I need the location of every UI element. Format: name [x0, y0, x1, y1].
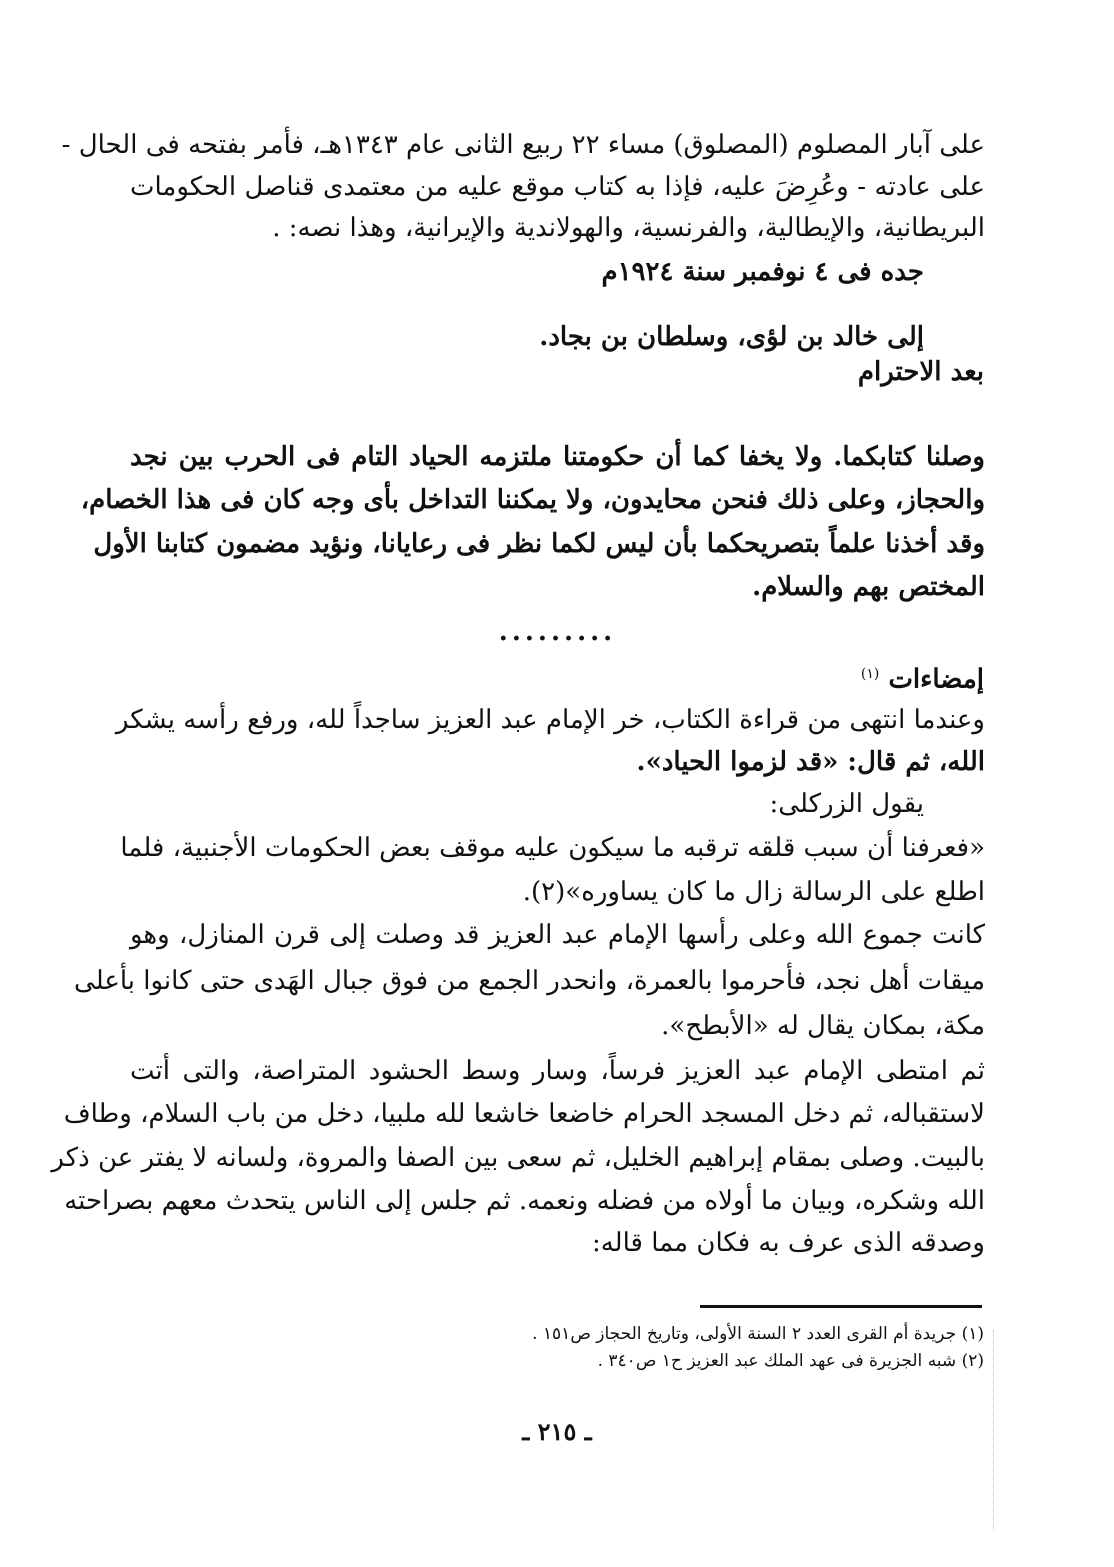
separator-dots: ......... — [498, 617, 617, 647]
paragraph-2-line-2: الله، ثم قال: «قد لزموا الحياد». — [636, 747, 985, 777]
letter-body-line-1: وصلنا كتابكما. ولا يخفا كما أن حكومتنا ملتزمه الحياد التام فى الحرب بين نجد — [130, 442, 985, 472]
letter-body-line-4: المختص بهم والسلام. — [752, 572, 985, 602]
paragraph-4-line-5: وصدقه الذى عرف به فكان مما قاله: — [591, 1228, 985, 1258]
signatures-label — [861, 654, 984, 700]
quote-line-1: «فعرفنا أن سبب قلقه ترقبه ما سيكون عليه موقف بعض الحكومات الأجنبية، فلما — [120, 833, 985, 863]
paragraph-4-line-2: لاستقباله، ثم دخل المسجد الحرام خاضعا خاشعا لله ملبيا، دخل من باب السلام، وطاف — [63, 1099, 985, 1129]
paragraph-1-line-1: على آبار المصلوم (المصلوق) مساء ٢٢ ربيع الثانى عام ١٣٤٣هـ، فأمر بفتحه فى الحال - — [61, 130, 985, 160]
footnote-1: (١) جريدة أم القرى العدد ٢ السنة الأولى، وتاريخ الحجاز ص١٥١ . — [532, 1324, 984, 1344]
letter-body-line-2: والحجاز، وعلى ذلك فنحن محايدون، ولا يمكننا التداخل بأى وجه كان فى هذا الخصام، — [80, 485, 985, 515]
letter-addressee: إلى خالد بن لؤى، وسلطان بن بجاد. — [539, 322, 924, 352]
paragraph-4-line-3: بالبيت. وصلى بمقام إبراهيم الخليل، ثم سعى بين الصفا والمروة، ولسانه لا يفتر عن ذكر — [51, 1143, 985, 1173]
paragraph-4-line-1: ثم امتطى الإمام عبد العزيز فرساً، وسار وسط الحشود المتراصة، والتى أتت — [130, 1056, 985, 1086]
quote-line-2: اطلع على الرسالة زال ما كان يساوره»(٢). — [522, 877, 985, 907]
letter-salutation: بعد الاحترام — [857, 357, 984, 387]
signatures-text: إمضاءات — [888, 664, 984, 695]
letter-body-line-3: وقد أخذنا علماً بتصريحكما بأن ليس لكما نظر فى رعايانا، ونؤيد مضمون كتابنا الأول — [93, 529, 985, 559]
letter-date: جده فى ٤ نوفمبر سنة ١٩٢٤م — [601, 257, 924, 287]
footnote-2: (٢) شبه الجزيرة فى عهد الملك عبد العزيز ح١ ص٣٤٠ . — [597, 1351, 984, 1371]
paragraph-3-line-2: ميقات أهل نجد، فأحرموا بالعمرة، وانحدر الجمع من فوق جبال الهَدى حتى كانوا بأعلى — [74, 966, 985, 996]
paragraph-1-line-3: البريطانية، والإيطالية، والفرنسية، والهولاندية والإيرانية، وهذا نصه: . — [272, 213, 985, 243]
page-number: ـ ٢١٥ ـ — [522, 1417, 592, 1446]
paragraph-4-line-4: الله وشكره، وبيان ما أولاه من فضله ونعمه. ثم جلس إلى الناس يتحدث معهم بصراحته — [64, 1186, 985, 1216]
paragraph-3-line-3: مكة، بمكان يقال له «الأبطح». — [661, 1011, 985, 1041]
signatures-footnote-ref: (١) — [860, 666, 880, 682]
footnote-rule — [700, 1305, 982, 1308]
quote-intro: يقول الزركلى: — [769, 789, 924, 819]
paragraph-2-line-1: وعندما انتهى من قراءة الكتاب، خر الإمام عبد العزيز ساجداً لله، ورفع رأسه يشكر — [115, 705, 985, 735]
paragraph-3-line-1: كانت جموع الله وعلى رأسها الإمام عبد العزيز قد وصلت إلى قرن المنازل، وهو — [130, 920, 985, 950]
paragraph-1-line-2: على عادته - وعُرِضَ عليه، فإذا به كتاب موقع عليه من معتمدى قناصل الحكومات — [130, 172, 985, 202]
